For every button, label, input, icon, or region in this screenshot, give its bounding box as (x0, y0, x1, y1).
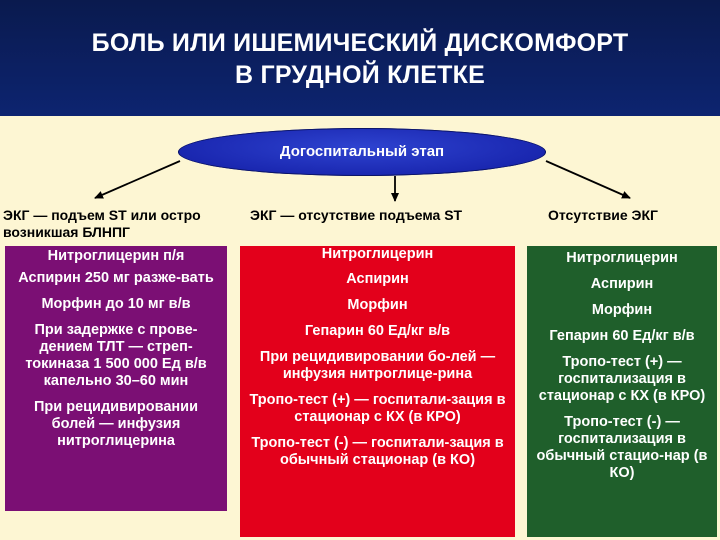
treatment-item: Морфин (347, 297, 408, 313)
root-node-label: Догоспитальный этап (279, 143, 445, 160)
treatment-item: Гепарин 60 Ед/кг в/в (549, 328, 695, 344)
treatment-box-no-st-elevation (240, 246, 515, 537)
treatment-item: Тропо-тест (+) — госпитали-зация в стационар с КХ (в КРО) (249, 392, 506, 425)
treatment-item: Морфин до 10 мг в/в (41, 296, 191, 312)
treatment-item: Тропо-тест (-) — госпитализация в обычный стацио-нар (в КО) (536, 414, 708, 481)
treatment-item: Аспирин (346, 271, 409, 287)
treatment-item: Нитроглицерин (321, 246, 434, 262)
treatment-box-no-ecg (527, 246, 717, 537)
treatment-item: Тропо-тест (-) — госпитали-зация в обычный стационар (в КО) (251, 435, 504, 468)
treatment-item: Аспирин 250 мг разже-вать (18, 270, 214, 286)
treatment-item: Тропо-тест (+) — госпитализация в стационар с КХ (в КРО) (538, 354, 706, 404)
arrow-to-right-branch (546, 161, 630, 198)
root-node-prehospital-stage (178, 128, 546, 176)
treatment-item: При рецидивировании болей — инфузия нитроглицерина (33, 399, 198, 449)
branch-label-no-ecg: Отсутствие ЭКГ (548, 207, 658, 223)
branch-label-no-st-elevation: ЭКГ — отсутствие подъема ST (250, 207, 463, 223)
page-title-line-2: В ГРУДНОЙ КЛЕТКЕ (235, 61, 485, 89)
treatment-item: При рецидивировании бо-лей —инфузия нитроглице-рина (259, 349, 496, 382)
treatment-item: Аспирин (590, 276, 654, 292)
page-title-line-1: БОЛЬ ИЛИ ИШЕМИЧЕСКИЙ ДИСКОМФОРТ (91, 29, 629, 57)
branch-label-st-elevation: ЭКГ — подъем ST или остро возникшая БЛНПГ (3, 207, 201, 240)
treatment-item: При задержке с прове-дением ТЛТ — стреп-токиназа 1 500 000 Ед в/в капельно 30–60 мин (25, 322, 207, 389)
treatment-item: Нитроглицерин п/я (47, 248, 185, 264)
treatment-item: Морфин (591, 302, 653, 318)
arrow-to-left-branch (95, 161, 180, 198)
treatment-item: Нитроглицерин (566, 250, 678, 266)
treatment-box-st-elevation (5, 246, 227, 511)
treatment-item: Гепарин 60 Ед/кг в/в (304, 323, 451, 339)
